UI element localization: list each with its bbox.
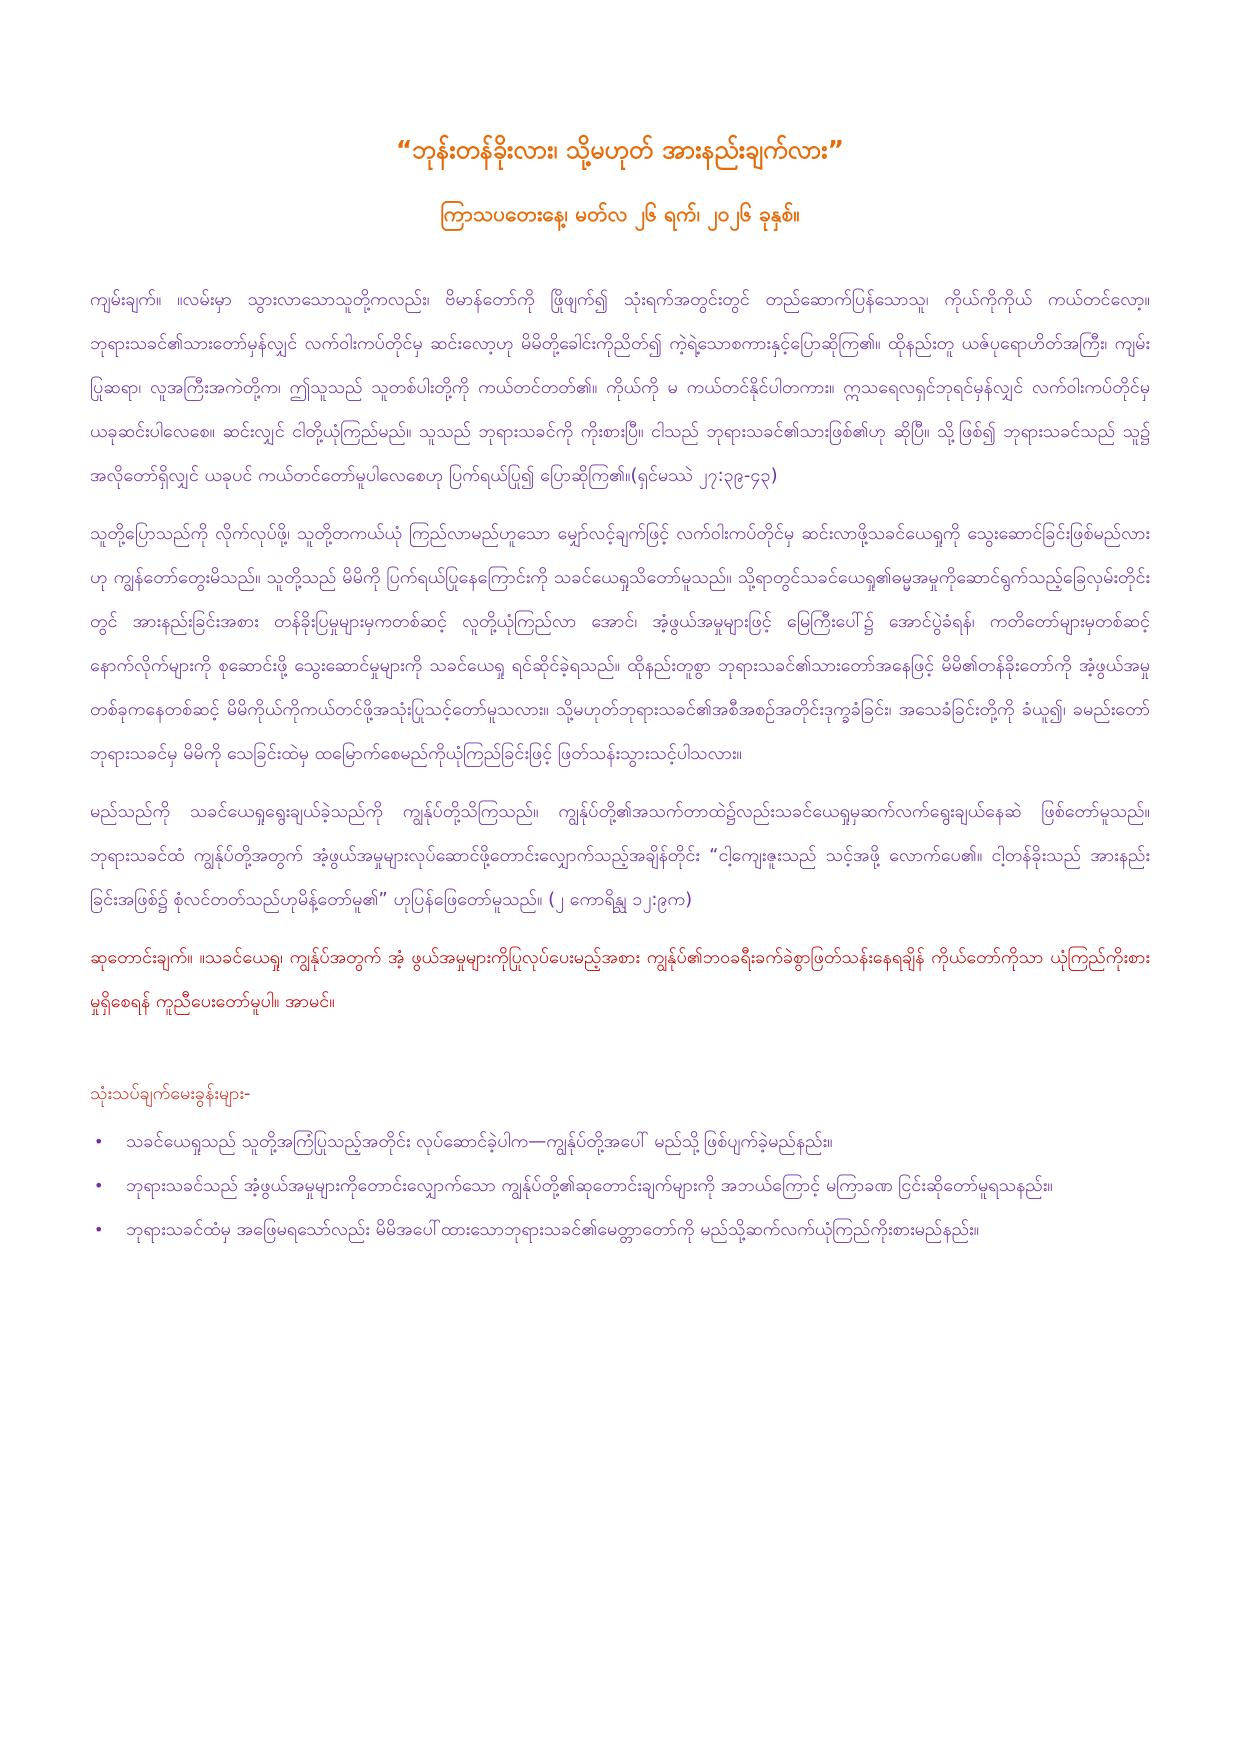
reflection-paragraph: သူတို့ပြောသည်ကို လိုက်လုပ်ဖို့၊ သူတို့တကယ်ယုံ ကြည်လာမည်ဟူသော မျှော်လင့်ချက်ဖြင့် လက်ဝါးကပ်တိုင်မှ ဆင်းလာဖို့သခင်ယေရှုကို သွေးဆောင်ခြင်းဖြစ်မည်လားဟု ကျွန်တော်တွေးမိသည်။ သူတို့သည် မိမိကို ပြက်ရယ်ပြုနေကြောင်းကို သခင်ယေရှုသိတော်မူသည်။ သို့ရာတွင်သခင်ယေရှု၏ဓမ္မအမှုကိုဆောင်ရွက်သည့်ခြေလှမ်းတိုင်းတွင် အားနည်းခြင်းအစား တန်ခိုးပြမှုများမှကတစ်ဆင့် လူတို့ယုံကြည်လာ အောင်၊ အံ့ဖွယ်အမှုများဖြင့် မြေကြီးပေါ်၌ အောင်ပွဲခံရန်၊ ကတိတော်များမှတစ်ဆင့် နောက်လိုက်များကို စုဆောင်းဖို့ သွေးဆောင်မှုများကို သခင်ယေရှု ရင်ဆိုင်ခဲ့ရသည်။ ထိုနည်းတူစွာ ဘုရားသခင်၏သားတော်အနေဖြင့် မိမိ၏တန်ခိုးတော်ကို အံ့ဖွယ်အမှုတစ်ခုကနေတစ်ဆင့် မိမိကိုယ်ကိုကယ်တင်ဖို့အသုံးပြုသင့်တော်မူသလား။ သို့မဟုတ်ဘုရားသခင်၏အစီအစဉ်အတိုင်းဒုက္ခခံခြင်း၊ အသေခံခြင်းတို့ကို ခံယူ၍၊ ခမည်းတော်ဘုရားသခင်မှ မိမိကို သေခြင်းထဲမှ ထမြောက်စေမည်ကိုယုံကြည်ခြင်းဖြင့် ဖြတ်သန်းသွားသင့်ပါသလား။	[90, 523, 1150, 764]
bullet-icon: •	[94, 1220, 104, 1239]
document-title: “ဘုန်းတန်ခိုးလား၊ သို့မဟုတ် အားနည်းချက်လား”	[395, 135, 845, 164]
bullet-icon: •	[94, 1176, 104, 1195]
question-item	[90, 1208, 1150, 1252]
question-text: သခင်ယေရှုသည် သူတို့အကြံပြုသည့်အတိုင်း လုပ်ဆောင်ခဲ့ပါက—ကျွန်ုပ်တို့အပေါ် မည်သို့ဖြစ်ပျက်ခဲ့မည်နည်း။	[126, 1131, 833, 1152]
prayer-paragraph: ဆုတောင်းချက်။ ။သခင်ယေရှု၊ ကျွန်ုပ်အတွက် အံ့ ဖွယ်အမှုများကိုပြုလုပ်ပေးမည့်အစား ကျွန်ုပ်၏ဘဝခရီးခက်ခဲစွာဖြတ်သန်းနေရချိန် ကိုယ်တော်ကိုသာ ယုံကြည်ကိုးစားမှုရှိစေရန် ကူညီပေးတော်မူပါ။ အာမင်။	[90, 947, 1150, 1012]
question-item	[90, 1164, 1150, 1208]
conclusion-paragraph: မည်သည်ကို သခင်ယေရှုရွေးချယ်ခဲ့သည်ကို ကျွန်ုပ်တို့သိကြသည်။ ကျွန်ုပ်တို့၏အသက်တာထဲ၌လည်းသခင်ယေရှုမှဆက်လက်ရွေးချယ်နေဆဲ ဖြစ်တော်မူသည်။ ဘုရားသခင်ထံ ကျွန်ုပ်တို့အတွက် အံ့ဖွယ်အမှုများလုပ်ဆောင်ဖို့တောင်းလျှောက်သည့်အချိန်တိုင်း “ငါ့ကျေးဇူးသည် သင့်အဖို့ လောက်ပေ၏။ ငါ့တန်ခိုးသည် အားနည်းခြင်းအဖြစ်၌ စုံလင်တတ်သည်ဟုမိန့်တော်မူ၏” ဟုပြန်ဖြေတော်မူသည်။ (၂ ကောရိန္သု ၁၂:၉က)	[90, 801, 1150, 910]
question-text: ဘုရားသခင်သည် အံ့ဖွယ်အမှုများကိုတောင်းလျှောက်သော ကျွန်ုပ်တို့၏ဆုတောင်းချက်များကို အဘယ်ကြောင့် မကြာခဏ ငြင်းဆိုတော်မူရသနည်း။	[126, 1175, 1053, 1196]
date-line: ကြာသပတေးနေ့၊ မတ်လ ၂၆ ရက်၊ ၂၀၂၆ ခုနှစ်။	[440, 202, 800, 226]
document-content	[90, 128, 1150, 1252]
questions-list	[90, 1120, 1150, 1252]
scripture-paragraph: ကျမ်းချက်။ ။လမ်းမှာ သွားလာသောသူတို့ကလည်း၊ ဗိမာန်တော်ကို ဖြိုဖျက်၍ သုံးရက်အတွင်းတွင် တည်ဆောက်ပြန်သောသူ၊ ကိုယ်ကိုကိုယ် ကယ်တင်လော့။ ဘုရားသခင်၏သားတော်မှန်လျှင် လက်ဝါးကပ်တိုင်မှ ဆင်းလော့ဟု မိမိတို့ခေါင်းကိုညိတ်၍ ကဲ့ရဲ့သောစကားနှင့်ပြောဆိုကြ၏။ ထိုနည်းတူ ယဇ်ပုရောဟိတ်အကြီး၊ ကျမ်းပြုဆရာ၊ လူအကြီးအကဲတို့က၊ ဤသူသည် သူတစ်ပါးတို့ကို ကယ်တင်တတ်၏။ ကိုယ်ကို မ ကယ်တင်နိုင်ပါတကား။ ဣသရေလရှင်ဘုရင်မှန်လျှင် လက်ဝါးကပ်တိုင်မှ ယခုဆင်းပါလေစေ။ ဆင်းလျှင် ငါတို့ယုံကြည်မည်။ သူသည် ဘုရားသခင်ကို ကိုးစားပြီ။ ငါသည် ဘုရားသခင်၏သားဖြစ်၏ဟု ဆိုပြီ။ သို့ဖြစ်၍ ဘုရားသခင်သည် သူ၌ အလိုတော်ရှိလျှင် ယခုပင် ကယ်တင်တော်မူပါလေစေဟု ပြက်ရယ်ပြု၍ ပြောဆိုကြ၏။(ရှင်မဿဲ ၂၇:၃၉-၄၃)	[90, 289, 1150, 486]
questions-heading: သုံးသပ်ချက်မေးခွန်းများ-	[90, 1083, 251, 1104]
question-item	[90, 1120, 1150, 1164]
bullet-icon: •	[94, 1132, 104, 1151]
question-text: ဘုရားသခင်ထံမှ အဖြေမရသော်လည်း မိမိအပေါ်ထားသောဘုရားသခင်၏မေတ္တာတော်ကို မည်သို့ဆက်လက်ယုံကြည်ကိုးစားမည်နည်း။	[126, 1219, 980, 1240]
